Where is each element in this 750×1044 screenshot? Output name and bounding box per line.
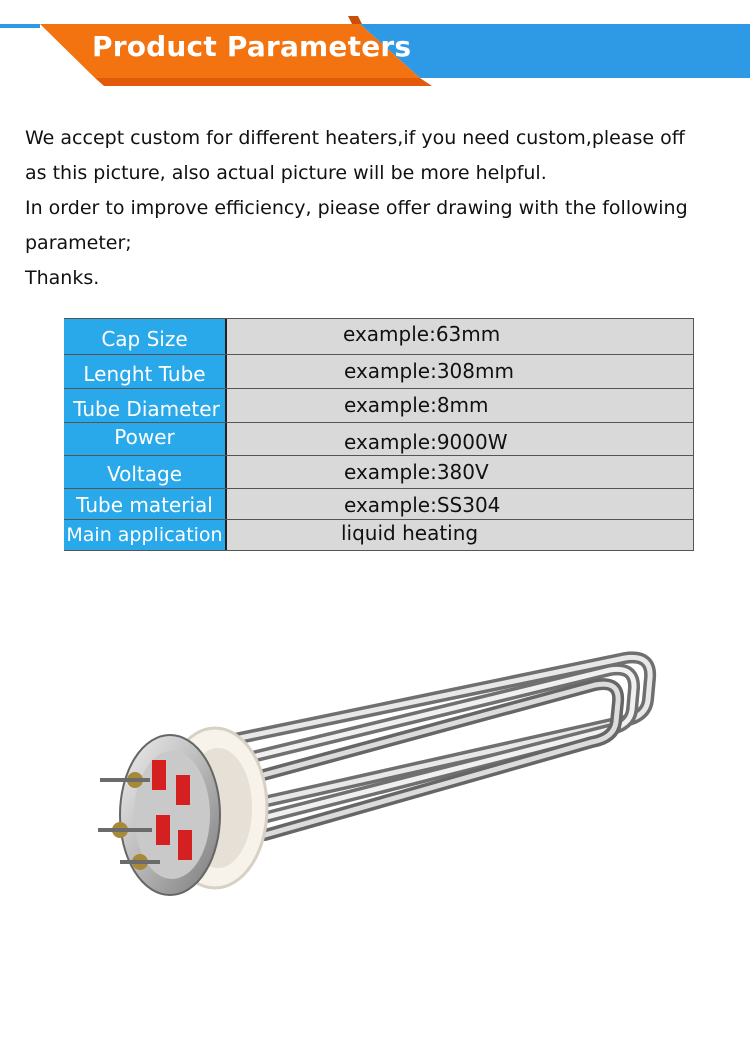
row-value: example:8mm: [227, 388, 694, 422]
page-title: Product Parameters: [92, 30, 412, 63]
intro-line: parameter;: [25, 232, 132, 254]
table-row: [64, 519, 694, 550]
row-value: example:380V: [227, 455, 694, 488]
heating-element-photo: [80, 630, 680, 910]
table-row: [64, 388, 694, 422]
table-divider: [64, 422, 694, 423]
table-row: [64, 318, 694, 354]
intro-text: [25, 121, 740, 296]
row-label: Tube Diameter: [64, 388, 227, 422]
row-label: Cap Size: [64, 318, 227, 354]
heating-element-icon: [80, 630, 680, 910]
row-label: Main application: [64, 519, 227, 550]
table-divider: [64, 318, 694, 319]
row-value: liquid heating: [227, 519, 694, 550]
row-label: Voltage: [64, 455, 227, 488]
table-divider: [693, 318, 694, 550]
row-value: example:63mm: [227, 318, 694, 354]
table-row: [64, 455, 694, 488]
intro-line: Thanks.: [25, 267, 100, 289]
table-row: [64, 354, 694, 388]
intro-line: In order to improve efficiency, piease offer drawing with the following: [25, 197, 688, 219]
row-value: example:308mm: [227, 354, 694, 388]
table-divider: [64, 488, 694, 489]
table-divider: [64, 354, 694, 355]
intro-line: We accept custom for different heaters,if you need custom,please off: [25, 127, 685, 149]
header-banner: [0, 0, 750, 90]
parameter-table: [64, 318, 694, 550]
row-value: example:9000W: [227, 422, 694, 455]
row-label: Lenght Tube: [64, 354, 227, 388]
table-row: [64, 488, 694, 519]
row-value: example:SS304: [227, 488, 694, 519]
row-label: Tube material: [64, 488, 227, 519]
intro-line: as this picture, also actual picture will be more helpful.: [25, 162, 547, 184]
table-divider: [64, 455, 694, 456]
table-divider: [64, 550, 694, 551]
table-divider: [64, 388, 694, 389]
row-label: Power: [64, 422, 227, 455]
table-row: [64, 422, 694, 455]
table-divider: [64, 519, 694, 520]
